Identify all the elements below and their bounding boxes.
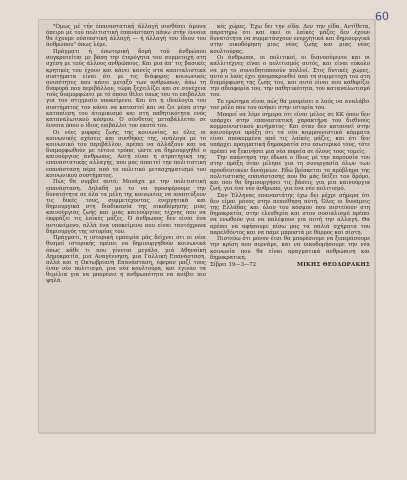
article-paragraph: Οι νέες μορφές ζωής της κοινωνίας, κι όλες οι κοινωνικές σχέσεις και συνθήκες της, ανάλογα με το κοινωνικό του περιβάλλον, πρέπει να άλλάξουν και να διαμορφωθούν με τέτοιο τρόπο, ώστε να δημιουργηθεί ο καινούργιος άνθρωπος. Αυτή είναι η στρατηγική της επαναστατικής αλλαγής, που μας απαιτεί την πολιτιστική επανάσταση πέρα από το πολιτικό μετασχηματισμό του κοινωνικού συστήματος.: [46, 129, 206, 179]
article-paragraph: Πιστεύω ότι μόνον έτσι θα μπορέσουμε να ξεπεράσουμε την κρίση που περνάμε, και να οικοδομήσουμε την νέα κοινωνία που θα είναι πραγματικά ανθρώπινη και δημοκρατική.: [210, 236, 370, 261]
article-right-column: [210, 24, 370, 268]
article-paragraph: Πράγματι, η ιστορική εμπειρία μάς δείχνει ότι οι νέοι θεσμοί ιστορικής πρέπει να δημιουργηθούν κοινωνικά όπως κάθε τι που γίνεται μεγάλο, μιά Αθηναϊκή Δημοκρατία, μια Αναγέννηση, μια Γαλλική Επανάσταση, αλλά και η Οκτωβριανή Επανάσταση, έφεραν μαζί τους έναν νέο πολιτισμό, μια νέα κουλτούρα, και έγιναν τα θεμέλια για να μπορέσει η ανθρωπότητα να ανέβει πιο ψηλά.: [46, 235, 206, 285]
article-paragraph: κές χώρες. Έχω δει την είδα. Δεν την είδα. Αντίθετα, παρατηρώ ότι και εκεί οι λαϊκές μάζες δεν έχουν δυνατότητα να συμμετάσχουν ενεργητικά και δημιουργικά στην οικοδόμηση μιας νέας ζωής και μιας νέας κουλτούρας.: [210, 24, 370, 55]
article-paragraph: Οι άνθρωποι, οι πολιτικοί, οι διανοούμενοι και οι καλλιτέχνες είναι ο πολιτισμός αυτός, και είναι εύκολο να μη το συνειδητοποιούν πολλοί. Στις δυτικές χώρες, αυτό ο λαός έχει απομακρυνθεί από τη συμμετοχή του στη διαμόρφωση της ζωής του, και αυτό είναι που καθορίζει την αδιαφορία του, την παθητικότητα, τον καταναλωτισμό του.: [210, 55, 370, 99]
article-paragraph: Πώς θα συμβεί αυτό; Μονάχα με την πολιτιστική επανάσταση. Δηλαδή με το να προσφέρουμε την δυνατότητα σε όλα τα μέλη της κοινωνίας να αναπτύξουν τις δικές τους, συμμετέχοντας ενεργητικά και δημιουργικά στη διαδικασία της οικοδόμησης μιας καινούργιας ζωής και μιας καινούργιας τέχνης που να έκφράζει τις λαϊκές μάζες. Ό άνθρωπος δεν είναι ένα αντικείμενο, αλλά ένα υποκείμενο που είναι ταυτόχρονα δημιουργός της ιστορίας του.: [46, 179, 206, 235]
article-signature-line: [210, 262, 370, 268]
article-date: Σίβρει 19—3—72: [210, 261, 257, 268]
article-paragraph: Το ερώτημα είναι πώς θα μπορέσει ο λαός να αναλάβει τον ρόλο που του ανήκει στην ιστορία του.: [210, 98, 370, 112]
handwritten-page-number: 60: [374, 9, 390, 24]
article-paragraph: Σαν Έλληνας επαναστάτης έχω δει μέχρι σήμερα ότι δεν είμαι μόνος στην πεποίθηση αυτή. Όλες οι δυνάμεις της Ελλάδας και όλου του κόσμου που πιστεύουν στη δημοκρατία, στην ελευθερία και στον σοσιαλισμό πρέπει να ενωθούν για να παλέψουν για αυτή την αλλαγή. Θα πρέπει να αφήσουμε πίσω μας τα παλιά σχήματα του παρελθόντος και να πάμε μπροστά με θάρρος και πίστη.: [210, 192, 370, 236]
article-left-column: [46, 24, 206, 285]
article-paragraph: Την απάντηση την έδωσε ο ίδιος μέ την παρουσία του στην πράξη όταν μίλησε για τη συνεργασία όλων των προοδευτικών δυνάμεων. Εδώ βρίσκεται το πρόβλημα της πολιτιστικής επανάστασης που θα μάς δείξει τον δρόμο, και που θα δημιουργήσει τις βάσεις για μια καινούργια ζωή, για ένα νέο άνθρωπο, για ένα νέο πολιτισμό.: [210, 155, 370, 193]
article-author: ΜΙΚΗΣ ΘΕΟΔΩΡΑΚΗΣ: [296, 261, 370, 268]
article-paragraph: "Όμως μέ τήν έπαναστατική άλλαγή συνθέσει άμυνα όπειρο μέ τού πολιτιστική έπανάσταση πάνω στήν έννοια θα έχουμε ούσιαστική άλλαγή — ή άλλαγή του ίδιου του άνθρώπου" όπως λέμε.: [46, 24, 206, 49]
article-paragraph: Πράγματι ή έσωτερική δομή τού άνθρώπου συγκροτείται με βάση την έτερόγητα του συμμετοχή στη σχέση με τούς άλλους ανθρώπους. Και μια άπ' τις βασικές κρητικές του έχουν και κάνει κανείς στα καπιταλιστικά συστήματα είναι ότι με τις διάφορες κοινωνικές ανισότητες που κάνει μεταξύ των ανθρώπων, άπω τη διαφορά που περιβάλλον, τώρα ξεχειλίζει και σε συνέχεια τούς διαμορφώνει με τό όποιο θέλει όπως του το επιβάλλει για τον στιγμιαίο υποκείμενο. Και ότι η ιδεολογία του συστήματος τον κάνει να καταστεί και να ζει μέσα στην καταπίεση του άτομικισμό και στη παθητικότητα ενός καταναλωτικού κόσμου. Ό σύνθετος μεταβάλλεται σε έννοια όπου ο ίδιος επιβάλλει τον εαυτό του.: [46, 49, 206, 129]
newspaper-clipping: [38, 19, 375, 433]
article-paragraph: Μπορεί να λέμε σήμερα ότι είναι μέλος σε ΚΚ όπου δεν υπάρχει στην επαναστατική χαρακτήρα του διεθνούς κομμουνιστικού κινήματος· Και όταν δεν κατανοεί στην καινούργια πράξη ότι τα νέα κομμουνιστικά κόμματα είναι αποκομμένα από τις λαϊκές μάζες, και ότι δεν υπάρχει πραγματική δημοκρατία στο εσωτερικό τους, τότε πρέπει να ξεκινήσει μια νέα πορεία σε όλους τους τομείς.: [210, 111, 370, 155]
